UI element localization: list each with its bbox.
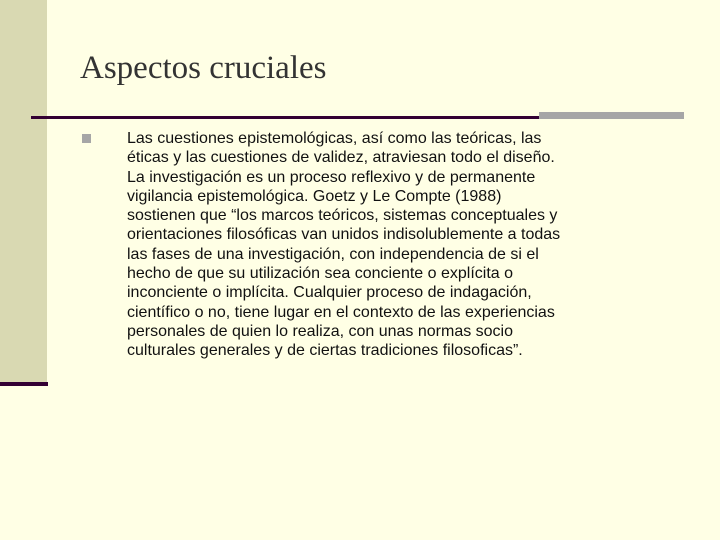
square-bullet-icon xyxy=(82,134,91,143)
title-divider-accent xyxy=(539,112,684,119)
left-bar-bottom-line xyxy=(0,382,48,386)
bullet-text: Las cuestiones epistemológicas, así como las teóricas, las éticas y las cuestiones de validez, atraviesan todo el diseño. La investigación es un proceso reflexivo y de permanente vigilancia epistemológica. Goetz y Le Compte (1988) sostienen que “los marcos teóricos, sistemas conceptuales y orientaciones filosóficas van unidos indisolublemente a todas las fases de una investigación, con independencia de si el hecho de que su utilización sea conciente o explícita o inconciente o implícita. Cualquier proceso de indagación, científico o no, tiene lugar en el contexto de las experiencias personales de quien lo realiza, con unas normas socio culturales generales y de ciertas tradiciones filosoficas”. xyxy=(127,130,561,360)
left-decorative-bar xyxy=(0,0,47,386)
slide-title: Aspectos cruciales xyxy=(80,50,327,86)
